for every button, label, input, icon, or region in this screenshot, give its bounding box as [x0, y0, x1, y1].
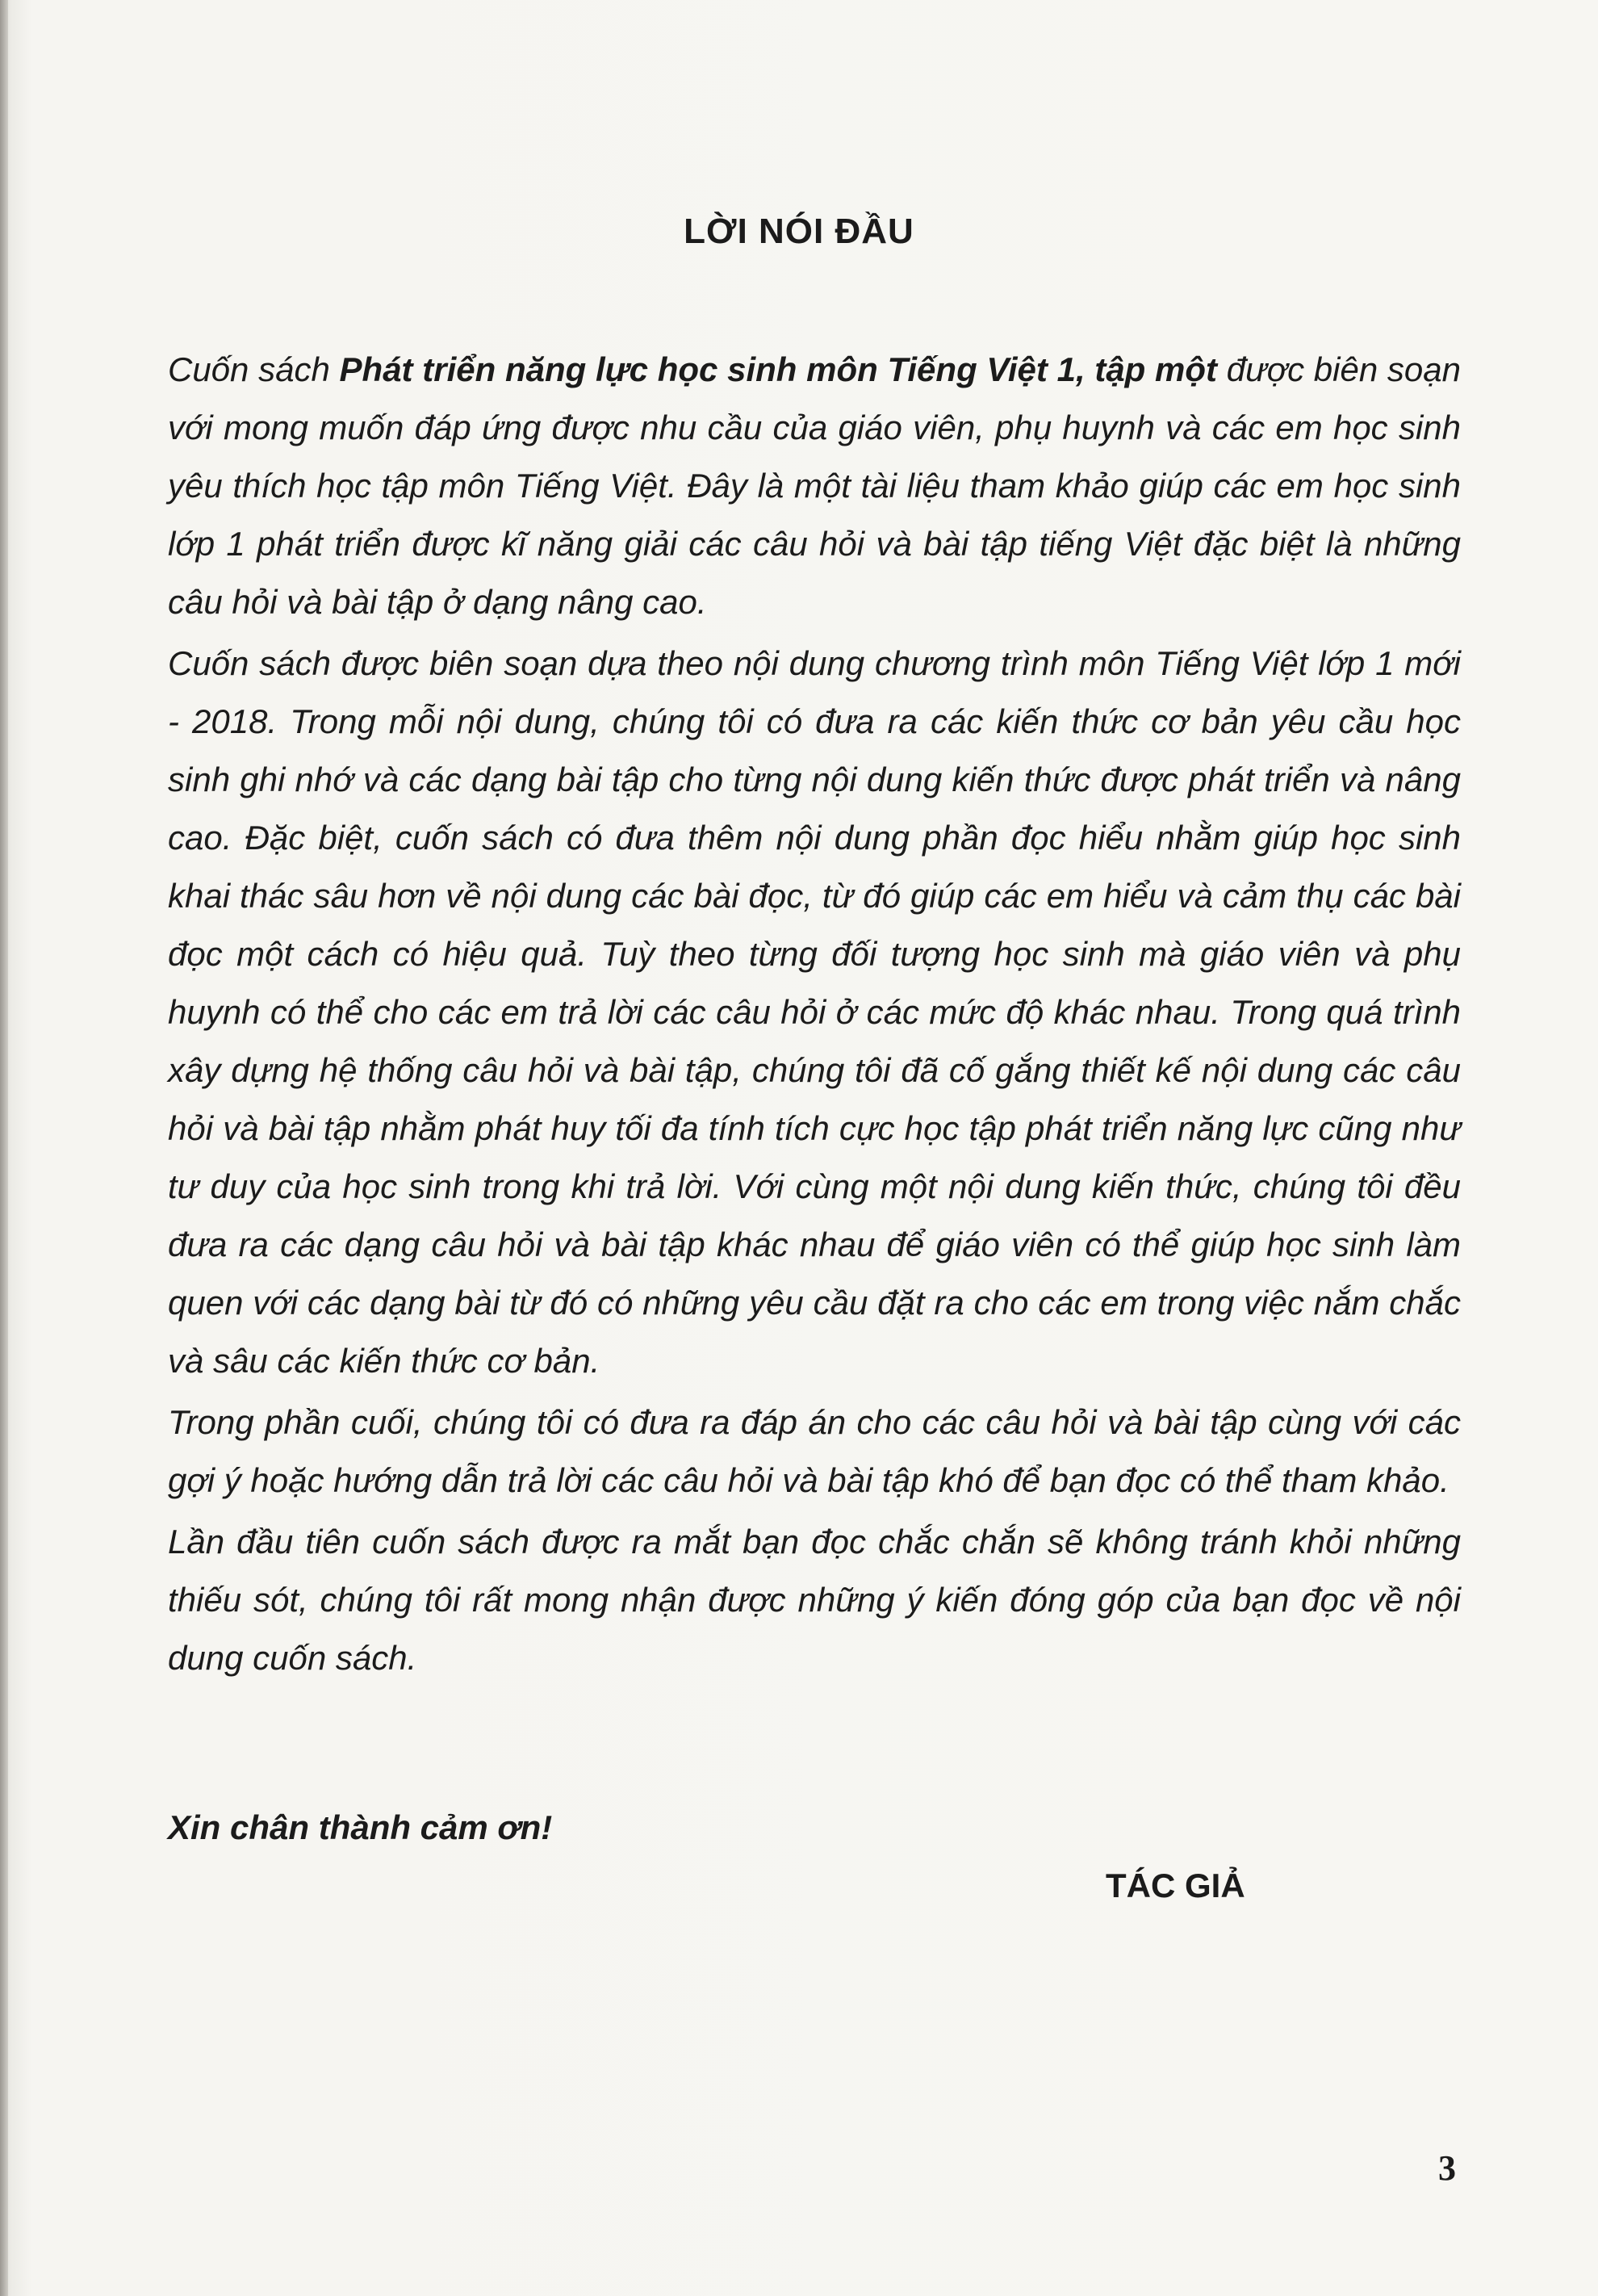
page-number: 3 [1438, 2148, 1456, 2188]
closing-thanks: Xin chân thành cảm ơn! [168, 1808, 553, 1846]
author-signature: TÁC GIẢ [1106, 1867, 1245, 1904]
page-title: LỜI NÓI ĐẦU [684, 212, 914, 251]
paragraph-1-rest: được biên soạn với mong muốn đáp ứng được nhu cầu của giáo viên, phụ huynh và các em học sinh yêu thích học tập môn Tiếng Việt. Đây là một tài liệu tham khảo giúp các em học sinh lớp 1 phát triển được kĩ năng giải các câu hỏi và bài tập tiếng Việt đặc biệt là những câu hỏi và bài tập ở dạng nâng cao. [168, 350, 1461, 621]
paragraph-4: Lần đầu tiên cuốn sách được ra mắt bạn đọc chắc chắn sẽ không tránh khỏi những thiếu sót, chúng tôi rất mong nhận được những ý kiến đóng góp của bạn đọc về nội dung cuốn sách. [168, 1523, 1461, 1677]
page-spine-shadow [0, 0, 8, 2296]
body-text [168, 341, 1461, 1691]
paragraph-2: Cuốn sách được biên soạn dựa theo nội dung chương trình môn Tiếng Việt lớp 1 mới - 2018. Trong mỗi nội dung, chúng tôi có đưa ra các kiến thức cơ bản yêu cầu học sinh ghi nhớ và các dạng bài tập cho từng nội dung kiến thức được phát triển và nâng cao. Đặc biệt, cuốn sách có đưa thêm nội dung phần đọc hiểu nhằm giúp học sinh khai thác sâu hơn về nội dung các bài đọc, từ đó giúp các em hiểu và cảm thụ các bài đọc một cách có hiệu quả. Tuỳ theo từng đối tượng học sinh mà giáo viên và phụ huynh có thể cho các em trả lời các câu hỏi ở các mức độ khác nhau. Trong quá trình xây dựng hệ thống câu hỏi và bài tập, chúng tôi đã cố gắng thiết kế nội dung các câu hỏi và bài tập nhằm phát huy tối đa tính tích cực học tập phát triển năng lực cũng như tư duy của học sinh trong khi trả lời. Với cùng một nội dung kiến thức, chúng tôi đều đưa ra các dạng câu hỏi và bài tập khác nhau để giáo viên có thể giúp học sinh làm quen với các dạng bài từ đó có những yêu cầu đặt ra cho các em trong việc nắm chắc và sâu các kiến thức cơ bản. [168, 644, 1461, 1380]
paragraph-3: Trong phần cuối, chúng tôi có đưa ra đáp án cho các câu hỏi và bài tập cùng với các gợi ý hoặc hướng dẫn trả lời các câu hỏi và bài tập khó để bạn đọc có thể tham khảo. [168, 1403, 1461, 1499]
paragraph-1 [168, 341, 1461, 631]
book-title-bold: Phát triển năng lực học sinh môn Tiếng Việt 1, tập một [339, 350, 1218, 388]
paragraph-1-start: Cuốn sách [168, 350, 340, 388]
